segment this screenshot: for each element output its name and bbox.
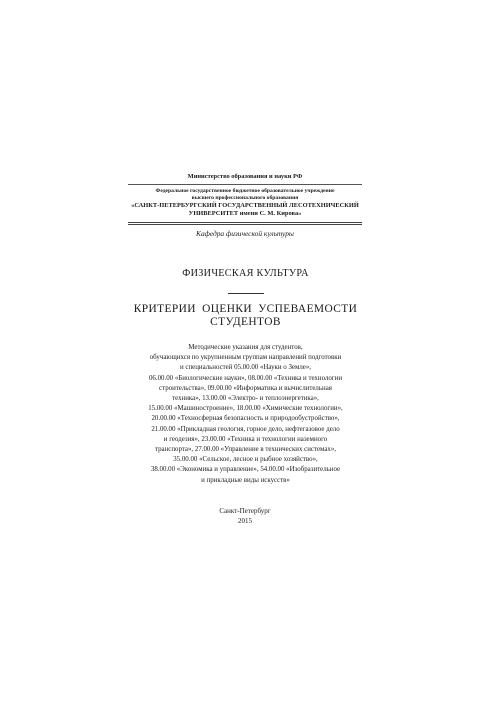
description-line: транспорта», 27.00.00 «Управление в технических системах», [154,446,337,454]
description-line: обучающихся по укрупненным группам направлений подготовки [149,354,342,362]
description-line: 35.00.00 «Сельское, лесное и рыбное хозяйство», [173,456,318,464]
publication-footer [170,506,320,526]
description-line: и прикладные виды искусств» [201,476,290,484]
title-block [60,268,431,329]
publication-year: 2015 [238,517,252,525]
description-line: и специальностей 05.00.00 «Науки о Земле», [179,364,311,372]
description-line: Методические указания для студентов, [188,344,303,351]
header-double-divider [128,222,362,226]
description-line: 38.00.00 «Экономика и управление», 54.00.00 «Изобразительное [150,466,341,474]
university-name-line-1: «САНКТ-ПЕТЕРБУРГСКИЙ ГОСУДАРСТВЕННЫЙ ЛЕСОТЕХНИЧЕСКИЙ [131,202,359,209]
university-name-line-2: УНИВЕРСИТЕТ имени С. М. Кирова» [188,210,302,218]
description-line: строительства», 09.00.00 «Информатика и вычислительная [159,384,332,392]
publication-city: Санкт-Петербург [219,507,271,515]
title-page-header [120,173,370,238]
institution-type-line-2: высшего профессионального образования [191,195,299,201]
institution-type-line-1: Федеральное государственное бюджетное образовательное учреждение [155,188,335,194]
description-line: техника», 13.00.00 «Электро- и теплоэнергетика», [172,395,319,403]
description-line: 20.00.00 «Техносферная безопасность и природообустройство», [151,415,340,423]
subject-title: ФИЗИЧЕСКАЯ КУЛЬТУРА [182,268,309,279]
description-line: и геодезия», 23.00.00 «Техника и технологии наземного [163,435,328,443]
department-name: Кафедра физической культуры [196,229,294,239]
main-title-line-2: СТУДЕНТОВ [210,316,281,328]
description-paragraph [118,343,373,486]
description-line: 21.00.00 «Прикладная геология, горное дело, нефтегазовое дело [151,425,340,433]
title-separator [228,293,264,294]
main-title-line-1: КРИТЕРИИ ОЦЕНКИ УСПЕВАЕМОСТИ [133,303,358,315]
ministry-name: Министерство образования и науки РФ [187,173,303,180]
header-divider [128,184,362,185]
description-line: 06.00.00 «Биологические науки», 08.00.00 «Техника и технологии [148,374,343,382]
description-line: 15.00.00 «Машиностроение», 18.00.00 «Химические технологии», [148,405,343,413]
